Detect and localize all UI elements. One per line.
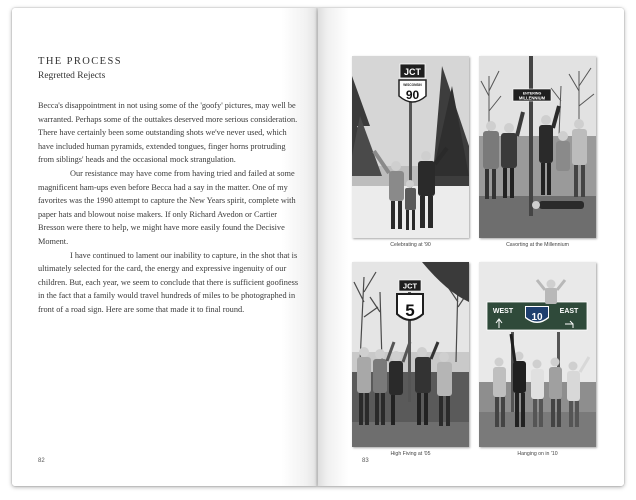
sign-entering-label: ENTERING — [522, 91, 542, 96]
photo-image — [479, 262, 596, 447]
sign-millennium-label: MILLENNIUM — [518, 95, 546, 101]
left-page — [12, 8, 318, 486]
photo-high-fiving-05 — [352, 262, 469, 447]
photo-image — [352, 262, 469, 447]
sign-route-number: 10 — [531, 312, 543, 323]
photo-caption: High Fiving at '05 — [390, 451, 431, 457]
paragraph-3: I have continued to lament our inability to capture, in the shot that is ultimately selected for the card, the energy and expressive ingenuity of our children. But, each year, we seem to conclude that there is sufficient goofiness in the fact that a family would travel hundreds of miles to be photographed in front of a road sign. Here are some that made it to final round. — [38, 250, 299, 314]
section-title: THE PROCESS — [38, 56, 122, 67]
sign-jct-label: JCT — [402, 281, 418, 291]
paragraph-1: Becca's disappointment in not using some of the 'goofy' pictures, may well be warranted. Perhaps some of the outtakes deserved more serious consideration. There have certainly been some outstanding shots we've never used, which have included human pyramids, extended tongues, finger horns protruding from siblings' heads and the occasional mock strangulation. — [38, 101, 298, 165]
photo-caption: Hanging on in '10 — [517, 451, 558, 457]
photo-cavorting-millennium — [479, 56, 596, 238]
sign-route-number: 90 — [405, 88, 420, 102]
photo-caption: Celebrating at '90 — [390, 242, 431, 248]
photo-caption: Cavorting at the Millennium — [506, 242, 569, 248]
sign-route-number: 5 — [405, 301, 415, 320]
sign-east-label: EAST — [559, 308, 579, 315]
sign-west-label: WEST — [492, 308, 514, 315]
paragraph-2: Our resistance may have come from having tried and failed at some magnificent ham-ups even before Becca had a say in the matter. One of my favorites was the 1990 attempt to capture the New Years spirit, complete with paper hats and blowout noise makers. If only Richard Avedon or Cartier Bresson were there to help, we might have more easily found the Decisive Moment. — [38, 168, 296, 246]
photo-celebrating-90 — [352, 56, 469, 238]
photo-hanging-on-10 — [479, 262, 596, 447]
photo-image — [352, 56, 469, 238]
page-number-right: 83 — [362, 458, 369, 464]
body-text — [38, 99, 300, 317]
sign-state-label: WISCONSIN — [403, 83, 422, 87]
photo-image — [479, 56, 596, 238]
section-subtitle: Regretted Rejects — [38, 71, 106, 81]
page-number-left: 82 — [38, 458, 45, 464]
sign-jct-label: JCT — [403, 67, 422, 77]
right-page — [318, 8, 624, 486]
